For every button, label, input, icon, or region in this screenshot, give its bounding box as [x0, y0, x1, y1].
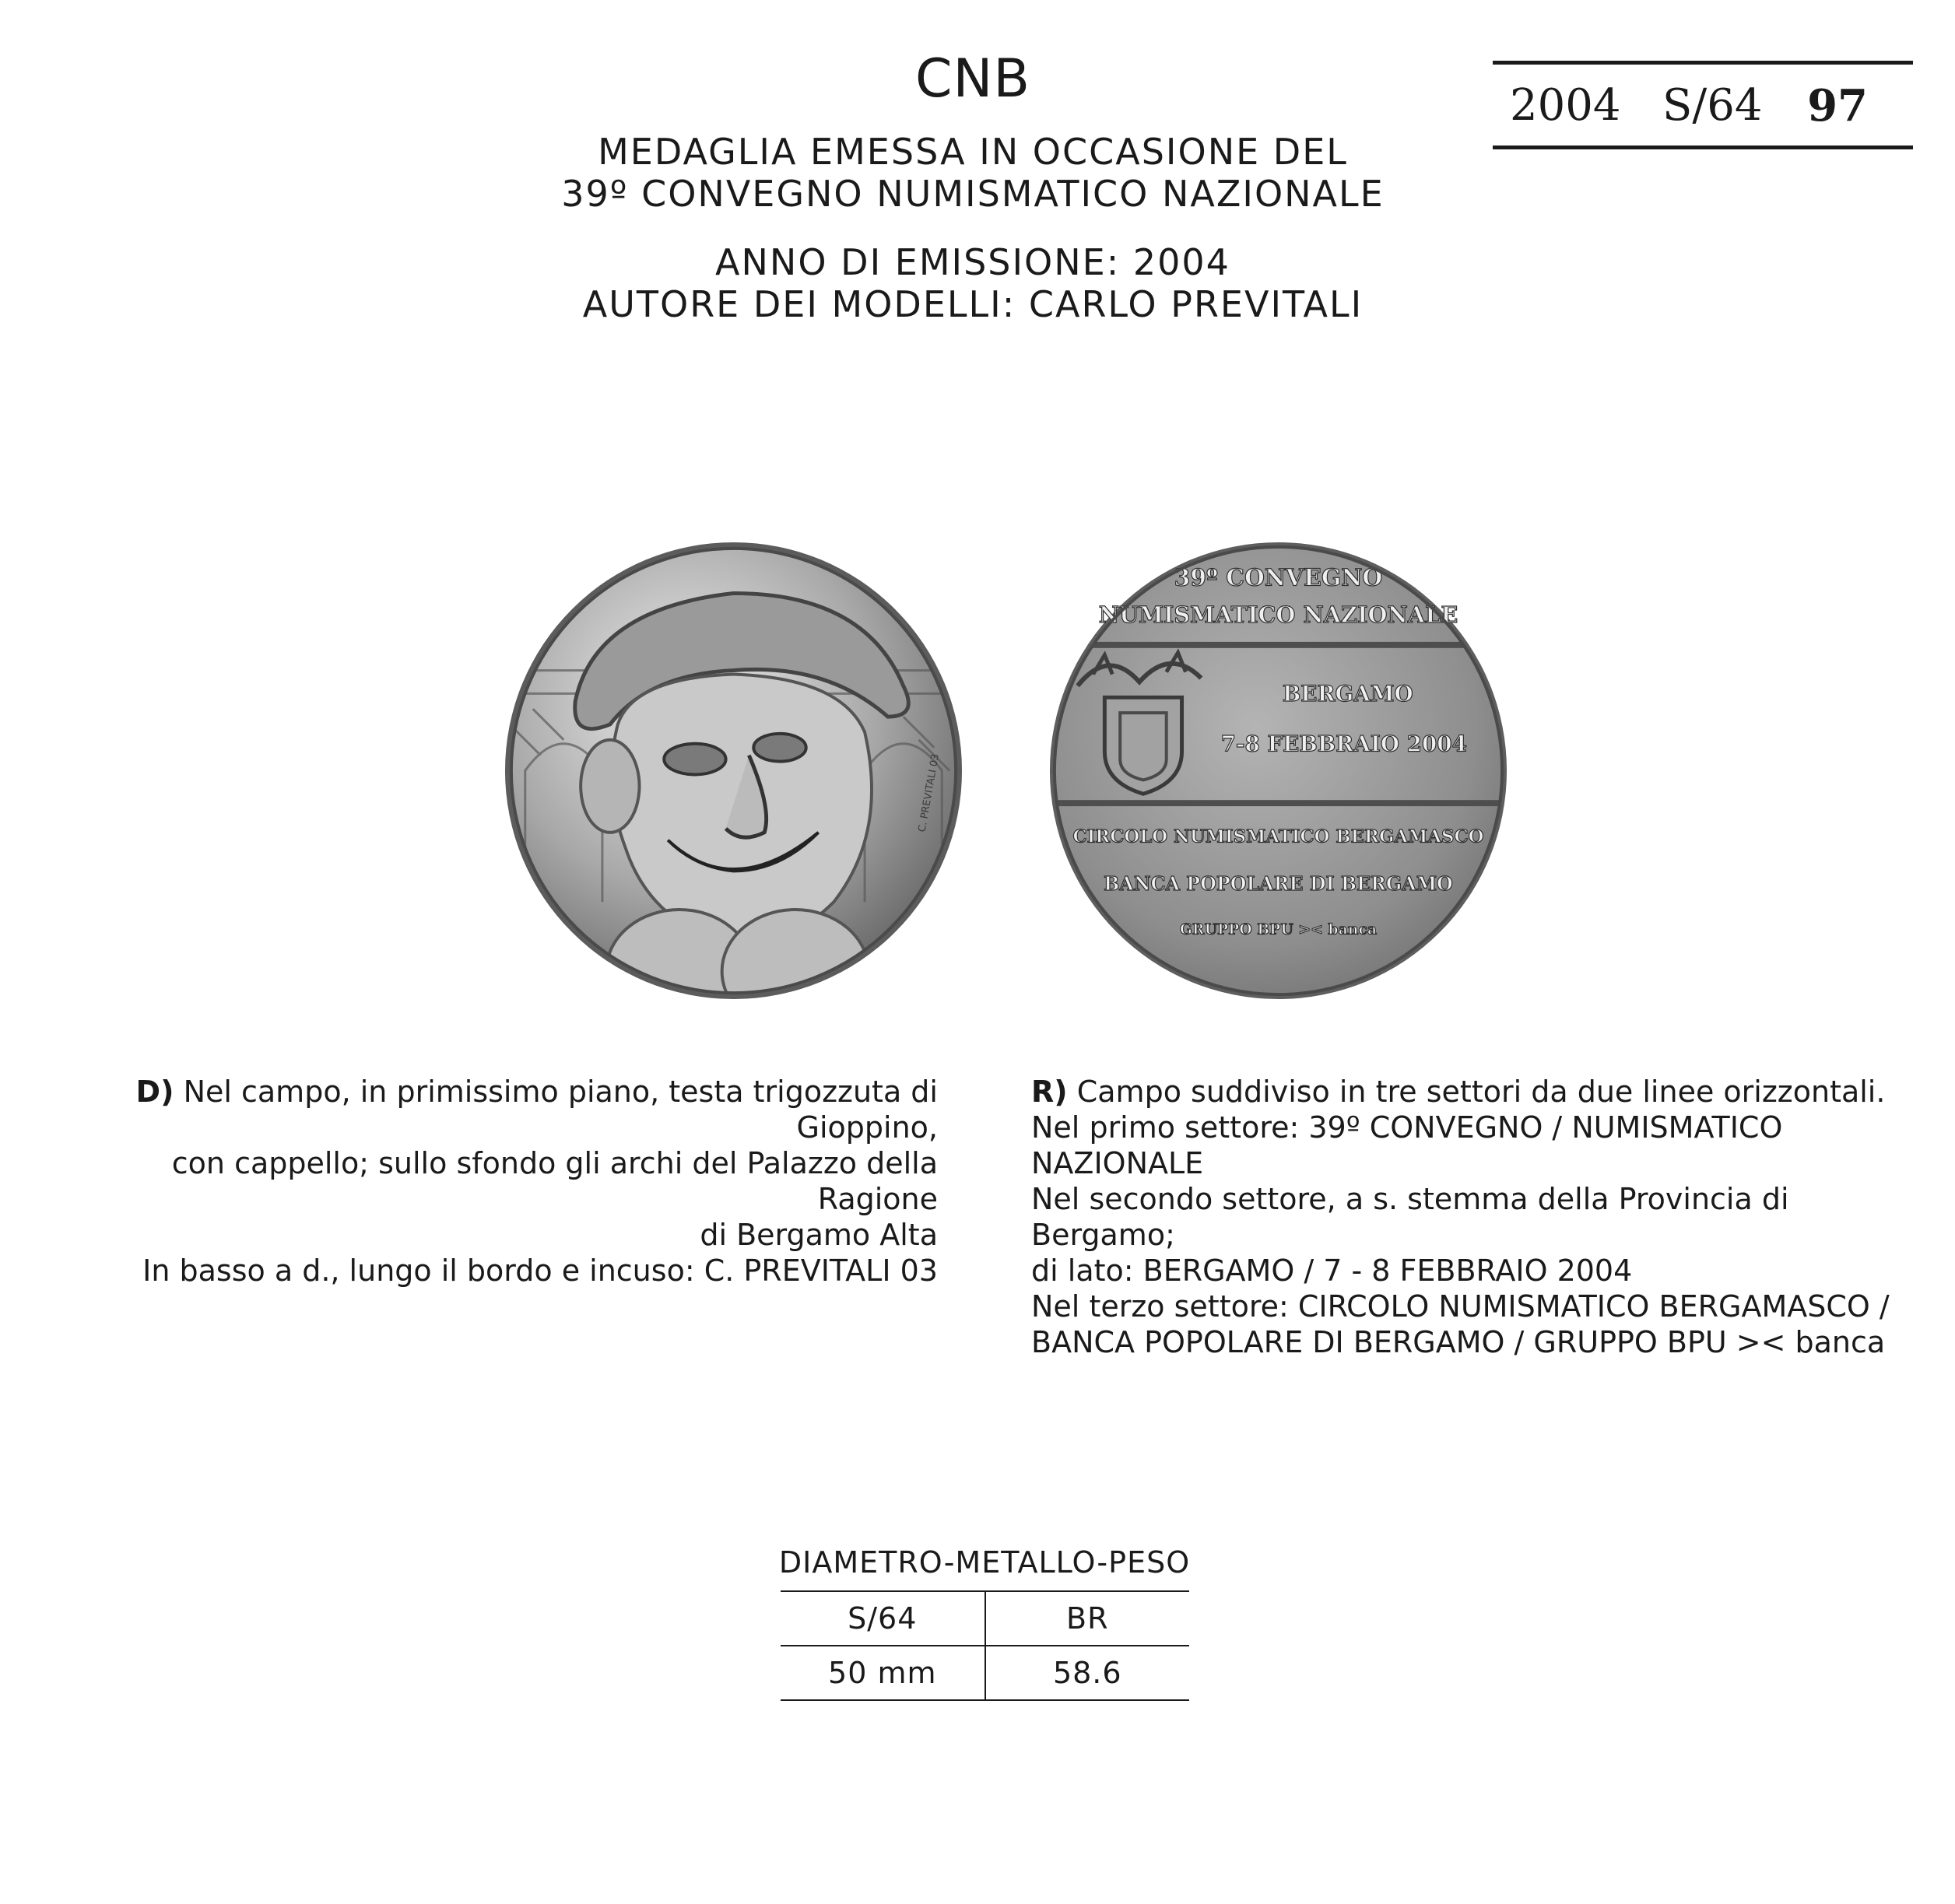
catalog-reference [1493, 61, 1913, 149]
reverse-medal-image [1047, 539, 1510, 1002]
reverse-inscription-line-2: NUMISMATICO NAZIONALE [1098, 601, 1458, 629]
obverse-description-line: con cappello; sullo sfondo gli archi del Palazzo della Ragione [171, 1146, 938, 1216]
catalog-year: 2004 [1510, 80, 1621, 131]
catalog-code: S/64 [1662, 80, 1763, 131]
specs-diameter-cell: 50 mm [781, 1646, 985, 1700]
issue-year: ANNO DI EMISSIONE: 2004 [715, 241, 1230, 283]
reverse-description-line: BANCA POPOLARE DI BERGAMO / GRUPPO BPU >< banca [1031, 1325, 1886, 1359]
specs-weight-cell: 58.6 [985, 1646, 1190, 1700]
subtitle-line-1: MEDAGLIA EMESSA IN OCCASIONE DEL [598, 131, 1348, 173]
reverse-inscription-line-4: 7-8 FEBBRAIO 2004 [1220, 731, 1467, 757]
obverse-label: D) [135, 1075, 174, 1109]
table-row [781, 1591, 1189, 1646]
reverse-inscription-line-5: CIRCOLO NUMISMATICO BERGAMASCO [1072, 826, 1484, 847]
specs-title: DIAMETRO-METALLO-PESO [778, 1545, 1191, 1580]
specs-code-cell: S/64 [781, 1591, 985, 1646]
page-title: CNB [915, 48, 1030, 110]
specs-metal-cell: BR [985, 1591, 1190, 1646]
reverse-inscription-line-3: BERGAMO [1282, 681, 1413, 707]
reverse-inscription-line-6: BANCA POPOLARE DI BERGAMO [1104, 873, 1453, 896]
reverse-description-line: R) Campo suddiviso in tre settori da due linee orizzontali. [1031, 1075, 1886, 1109]
reverse-description-line: Nel terzo settore: CIRCOLO NUMISMATICO BERGAMASCO / [1031, 1289, 1890, 1324]
model-author: AUTORE DEI MODELLI: CARLO PREVITALI [582, 283, 1364, 325]
obverse-medal-image [502, 539, 965, 1002]
reverse-description [1031, 1074, 1911, 1360]
obverse-description-line: di Bergamo Alta [700, 1218, 938, 1252]
obverse-description-line: In basso a d., lungo il bordo e incuso: C. PREVITALI 03 [142, 1254, 938, 1288]
subtitle-line-2: 39º CONVEGNO NUMISMATICO NAZIONALE [561, 173, 1385, 215]
reverse-inscription-line-1: 39º CONVEGNO [1174, 564, 1383, 592]
reverse-description-line: Nel secondo settore, a s. stemma della Provincia di Bergamo; [1031, 1182, 1789, 1252]
obverse-description-line: D) Nel campo, in primissimo piano, testa trigozzuta di Gioppino, [135, 1075, 938, 1145]
obverse-signature: C. PREVITALI 03 [916, 752, 942, 833]
specs-table [781, 1590, 1189, 1701]
obverse-description [58, 1074, 938, 1289]
reverse-inscription-line-7: GRUPPO BPU >< banca [1179, 920, 1378, 938]
reverse-description-line: Nel primo settore: 39º CONVEGNO / NUMISMATICO [1031, 1110, 1783, 1145]
table-row [781, 1646, 1189, 1700]
reverse-description-line: di lato: BERGAMO / 7 - 8 FEBBRAIO 2004 [1031, 1254, 1633, 1288]
catalog-number: 97 [1807, 80, 1868, 131]
reverse-description-line: NAZIONALE [1031, 1146, 1204, 1180]
reverse-label: R) [1031, 1075, 1068, 1109]
